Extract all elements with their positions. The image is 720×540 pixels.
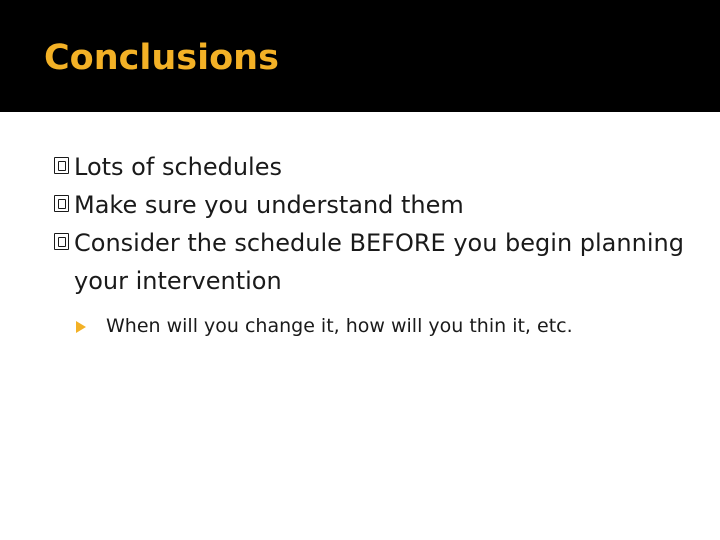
bullet-text: Consider the schedule BEFORE you begin planning your intervention: [74, 229, 684, 295]
bullet-text: Make sure you understand them: [74, 191, 464, 219]
box-bullet-icon: [54, 157, 69, 174]
bullet-item: [54, 148, 694, 186]
sub-bullet-text: When will you change it, how will you thin it, etc.: [106, 315, 573, 337]
bullet-item: [54, 186, 694, 224]
box-bullet-icon: [54, 195, 69, 212]
bullet-item: [54, 224, 694, 300]
sub-bullet-item: [76, 312, 694, 340]
title-band: [0, 0, 720, 112]
box-bullet-icon: [54, 233, 69, 250]
bullet-text: Lots of schedules: [74, 153, 282, 181]
slide-title: Conclusions: [44, 38, 279, 78]
triangle-bullet-icon: [76, 321, 86, 333]
slide-content: [54, 148, 694, 340]
